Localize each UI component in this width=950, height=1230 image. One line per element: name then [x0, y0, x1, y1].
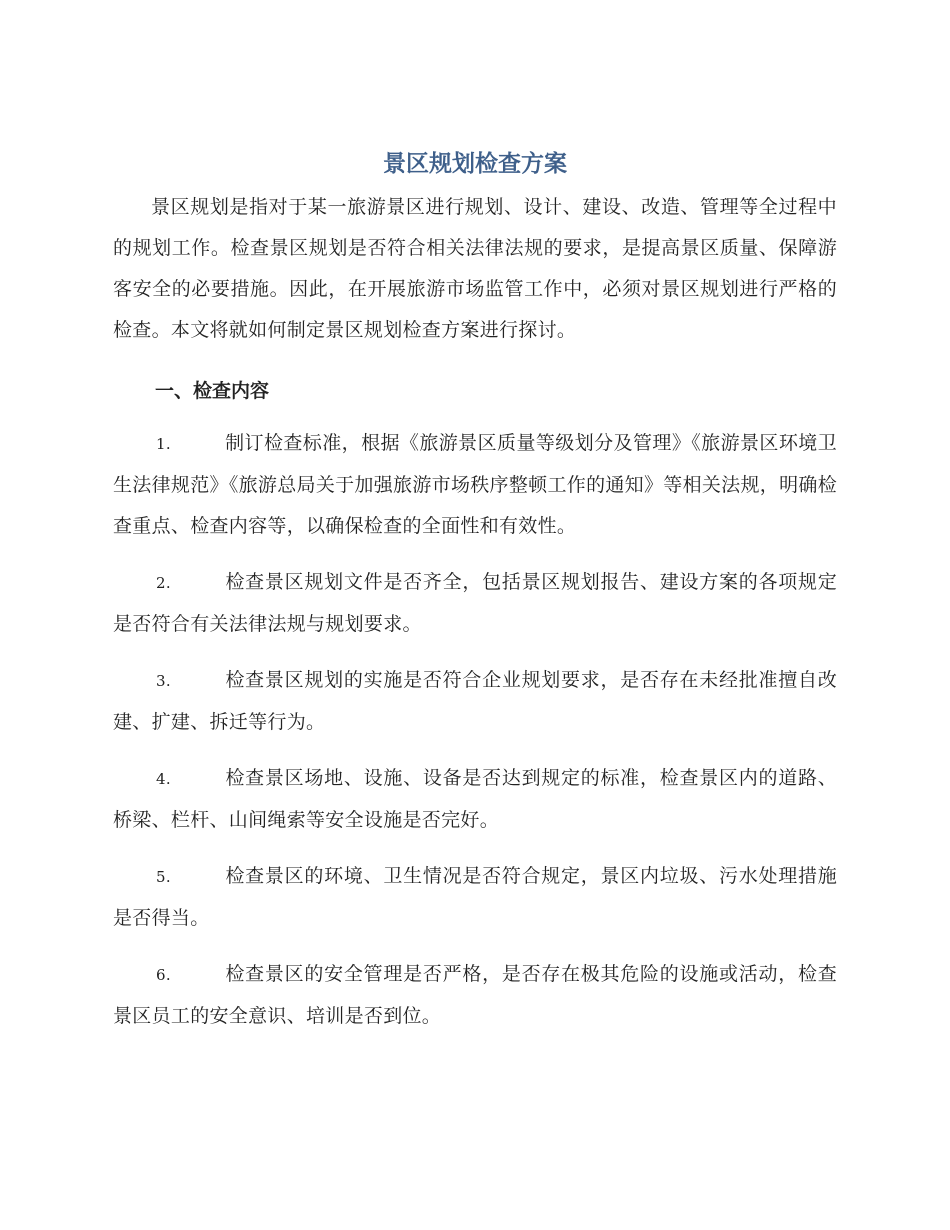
- list-item-text: 检查景区规划的实施是否符合企业规划要求，是否存在未经批准擅自改建、扩建、拆迁等行为。: [113, 669, 837, 733]
- list-item-number: 6.: [156, 966, 171, 984]
- list-item: [113, 562, 837, 645]
- list-item-number: 4.: [156, 770, 171, 788]
- document-title: 景区规划检查方案: [383, 151, 567, 177]
- list-item-number: 2.: [156, 574, 171, 592]
- list-item: [113, 423, 837, 547]
- section-heading: 一、检查内容: [155, 380, 270, 402]
- list-item-text: 检查景区的环境、卫生情况是否符合规定，景区内垃圾、污水处理措施是否得当。: [113, 865, 837, 929]
- list-item-text: 检查景区规划文件是否齐全，包括景区规划报告、建设方案的各项规定是否符合有关法律法规与规划要求。: [113, 571, 837, 635]
- list-item: [113, 856, 837, 939]
- list-item-text: 制订检查标准，根据《旅游景区质量等级划分及管理》《旅游景区环境卫生法律规范》《旅游总局关于加强旅游市场秩序整顿工作的通知》等相关法规，明确检查重点、检查内容等，以确保检查的全面性和有效性。: [113, 432, 837, 537]
- document-body: [113, 146, 837, 1052]
- inspection-items-list: [113, 423, 837, 1037]
- list-item-number: 1.: [156, 435, 171, 453]
- list-item-number: 5.: [156, 868, 171, 886]
- list-item: [113, 954, 837, 1037]
- intro-paragraph: 景区规划是指对于某一旅游景区进行规划、设计、建设、改造、管理等全过程中的规划工作。检查景区规划是否符合相关法律法规的要求，是提高景区质量、保障游客安全的必要措施。因此，在开展旅游市场监管工作中，必须对景区规划进行严格的检查。本文将就如何制定景区规划检查方案进行探讨。: [113, 196, 837, 341]
- list-item: [113, 660, 837, 743]
- list-item: [113, 758, 837, 841]
- list-item-text: 检查景区场地、设施、设备是否达到规定的标准，检查景区内的道路、桥梁、栏杆、山间绳索等安全设施是否完好。: [113, 767, 837, 831]
- list-item-number: 3.: [156, 672, 171, 690]
- list-item-text: 检查景区的安全管理是否严格，是否存在极其危险的设施或活动，检查景区员工的安全意识、培训是否到位。: [113, 963, 837, 1027]
